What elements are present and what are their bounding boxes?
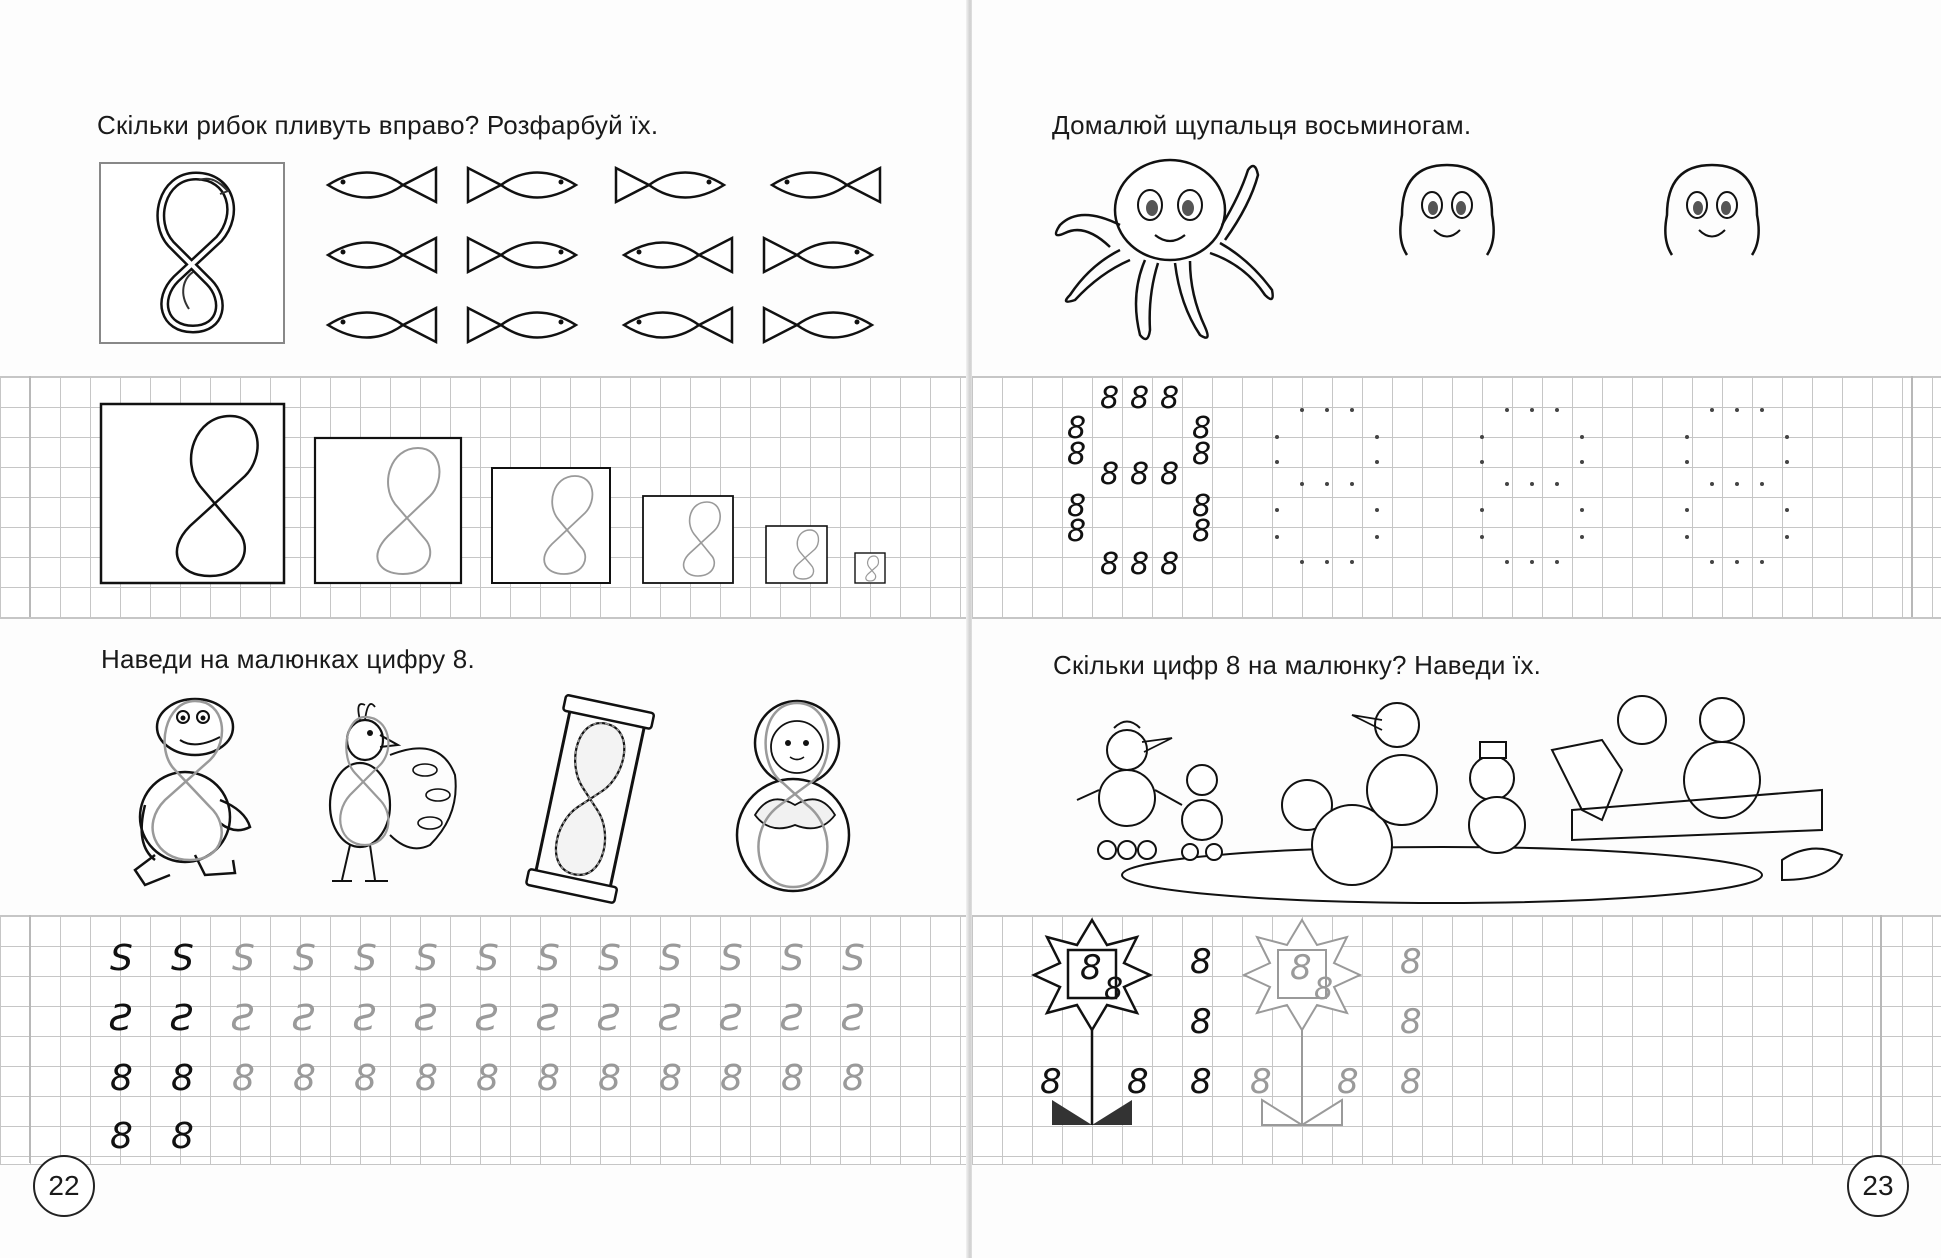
trace-dot xyxy=(1480,435,1484,439)
frame-digit-eight: 8 xyxy=(1160,547,1180,582)
trace-dot xyxy=(1580,460,1584,464)
practice-digit: 8 xyxy=(720,1058,743,1099)
practice-digit: 8 xyxy=(537,1058,560,1099)
practice-digit: 8 xyxy=(293,1058,316,1099)
trace-dot xyxy=(1710,482,1714,486)
matryoshka-picture xyxy=(725,695,865,895)
trace-dot xyxy=(1375,460,1379,464)
practice-digit: Ƨ xyxy=(232,998,255,1039)
fish-icon xyxy=(772,168,880,202)
practice-digit: Ƨ xyxy=(842,998,865,1039)
frame-digit-eight: 8 xyxy=(1067,411,1087,446)
practice-digit: S xyxy=(781,938,804,979)
trace-dot xyxy=(1785,460,1789,464)
trace-dot xyxy=(1735,560,1739,564)
svg-text:8: 8 xyxy=(1190,942,1212,982)
turtle-picture xyxy=(125,695,255,895)
star-flower-eights xyxy=(1032,915,1532,1155)
trace-dot xyxy=(1685,508,1689,512)
trace-dot xyxy=(1735,408,1739,412)
practice-digit: 8 xyxy=(110,1058,133,1099)
svg-text:8: 8 xyxy=(1190,1062,1212,1102)
digit-eight-stroke-icon xyxy=(101,164,283,342)
practice-digit: 8 xyxy=(232,1058,255,1099)
trace-dot xyxy=(1300,482,1304,486)
practice-digit: Ƨ xyxy=(537,998,560,1039)
practice-digit: Ƨ xyxy=(476,998,499,1039)
frame-digit-eight: 8 xyxy=(1067,514,1087,549)
frame-digit-eight: 8 xyxy=(1067,437,1087,472)
svg-text:8: 8 xyxy=(1337,1062,1359,1102)
svg-text:8: 8 xyxy=(1400,1062,1422,1102)
peacock-picture xyxy=(320,695,470,895)
fish-icon xyxy=(764,238,872,272)
trace-dot xyxy=(1785,508,1789,512)
practice-digit: S xyxy=(720,938,743,979)
fish-icon xyxy=(328,168,436,202)
practice-digit: S xyxy=(232,938,255,979)
trace-dot xyxy=(1710,560,1714,564)
svg-text:8: 8 xyxy=(1400,942,1422,982)
snowmen-scene xyxy=(1082,680,1842,910)
frame-digit-eight: 8 xyxy=(1067,489,1087,524)
trace-dot xyxy=(1760,560,1764,564)
right-grid-margin-line-2 xyxy=(1880,915,1882,1163)
svg-text:8: 8 xyxy=(1104,972,1124,1007)
trace-dot xyxy=(1275,460,1279,464)
practice-digit: Ƨ xyxy=(171,998,194,1039)
trace-dot xyxy=(1375,508,1379,512)
svg-text:8: 8 xyxy=(1250,1062,1272,1102)
frame-digit-eight: 8 xyxy=(1192,437,1212,472)
fish-icon xyxy=(468,238,576,272)
svg-text:8: 8 xyxy=(1040,1062,1062,1102)
trace-dot xyxy=(1505,482,1509,486)
frame-digit-eight: 8 xyxy=(1130,547,1150,582)
trace-dot xyxy=(1480,460,1484,464)
hourglass-picture xyxy=(520,695,670,905)
practice-digit: S xyxy=(476,938,499,979)
trace-dot xyxy=(1375,435,1379,439)
trace-dot xyxy=(1325,560,1329,564)
practice-digit: 8 xyxy=(659,1058,682,1099)
trace-dot xyxy=(1785,535,1789,539)
trace-dot xyxy=(1375,535,1379,539)
svg-text:8: 8 xyxy=(1190,1002,1212,1042)
left-page xyxy=(0,0,968,1258)
frame-digit-eight: 8 xyxy=(1160,381,1180,416)
practice-digit: 8 xyxy=(415,1058,438,1099)
trace-dot xyxy=(1300,408,1304,412)
digit-practice-rows xyxy=(0,915,900,1155)
trace-dot xyxy=(1480,508,1484,512)
frame-digit-eight: 8 xyxy=(1192,411,1212,446)
practice-digit: S xyxy=(537,938,560,979)
fish-grid xyxy=(318,160,898,350)
trace-dot xyxy=(1505,408,1509,412)
practice-digit: S xyxy=(659,938,682,979)
fish-icon xyxy=(468,308,576,342)
svg-text:8: 8 xyxy=(1400,1002,1422,1042)
octopus-head-picture-2 xyxy=(1657,155,1767,265)
trace-dot xyxy=(1685,435,1689,439)
svg-text:8: 8 xyxy=(1127,1062,1149,1102)
frame-digit-eight: 8 xyxy=(1100,457,1120,492)
trace-dot xyxy=(1350,408,1354,412)
svg-text:8: 8 xyxy=(1314,972,1334,1007)
octopus-head-picture xyxy=(1392,155,1502,265)
trace-dot xyxy=(1530,408,1534,412)
right-task1-title: Домалюй щупальця восьминогам. xyxy=(1052,110,1472,140)
trace-dot xyxy=(1685,460,1689,464)
octopus-complete-picture xyxy=(1050,155,1290,355)
fish-icon xyxy=(468,168,576,202)
trace-dot xyxy=(1275,508,1279,512)
practice-digit: 8 xyxy=(842,1058,865,1099)
frame-digit-eight: 8 xyxy=(1192,489,1212,524)
practice-digit: 8 xyxy=(110,1116,133,1157)
trace-dot xyxy=(1710,408,1714,412)
svg-text:8: 8 xyxy=(1290,948,1312,988)
trace-dot xyxy=(1785,435,1789,439)
svg-text:8: 8 xyxy=(1080,948,1102,988)
practice-digit: 8 xyxy=(171,1116,194,1157)
decreasing-eights xyxy=(0,376,820,596)
practice-digit: 8 xyxy=(781,1058,804,1099)
fish-icon xyxy=(764,308,872,342)
frame-digit-eight: 8 xyxy=(1100,381,1120,416)
fish-icon xyxy=(616,168,724,202)
fish-icon xyxy=(624,238,732,272)
left-task2-title: Наведи на малюнках цифру 8. xyxy=(101,644,475,674)
frame-digit-eight: 8 xyxy=(1130,457,1150,492)
trace-dot xyxy=(1505,560,1509,564)
practice-digit: S xyxy=(110,938,133,979)
right-task2-title: Скільки цифр 8 на малюнку? Наведи їх. xyxy=(1053,650,1542,680)
right-grid-margin-line xyxy=(1911,376,1913,617)
practice-digit: S xyxy=(415,938,438,979)
practice-digit: Ƨ xyxy=(720,998,743,1039)
practice-digit: S xyxy=(598,938,621,979)
practice-digit: Ƨ xyxy=(110,998,133,1039)
trace-dot xyxy=(1480,535,1484,539)
trace-dot xyxy=(1275,535,1279,539)
trace-dot xyxy=(1580,435,1584,439)
practice-digit: S xyxy=(293,938,316,979)
trace-dot xyxy=(1580,508,1584,512)
practice-digit: Ƨ xyxy=(293,998,316,1039)
trace-dot xyxy=(1760,408,1764,412)
right-page xyxy=(972,0,1941,1258)
trace-dot xyxy=(1350,560,1354,564)
frame-digit-eight: 8 xyxy=(1100,547,1120,582)
trace-dot xyxy=(1685,535,1689,539)
page-number-left: 22 xyxy=(33,1155,95,1217)
trace-dot xyxy=(1300,560,1304,564)
eights-frame-pattern xyxy=(972,376,1892,616)
practice-digit: 8 xyxy=(354,1058,377,1099)
frame-digit-eight: 8 xyxy=(1130,381,1150,416)
trace-dot xyxy=(1325,408,1329,412)
trace-dot xyxy=(1325,482,1329,486)
trace-dot xyxy=(1735,482,1739,486)
practice-digit: Ƨ xyxy=(781,998,804,1039)
digit-eight-stroke-example xyxy=(99,162,285,344)
frame-digit-eight: 8 xyxy=(1192,514,1212,549)
trace-dot xyxy=(1530,482,1534,486)
frame-digit-eight: 8 xyxy=(1160,457,1180,492)
practice-digit: Ƨ xyxy=(659,998,682,1039)
trace-dot xyxy=(1530,560,1534,564)
practice-digit: Ƨ xyxy=(354,998,377,1039)
fish-icon xyxy=(328,238,436,272)
fish-icon xyxy=(624,308,732,342)
practice-digit: Ƨ xyxy=(598,998,621,1039)
trace-dot xyxy=(1350,482,1354,486)
practice-digit: S xyxy=(171,938,194,979)
trace-dot xyxy=(1555,482,1559,486)
trace-dot xyxy=(1275,435,1279,439)
practice-digit: 8 xyxy=(598,1058,621,1099)
page-number-right: 23 xyxy=(1847,1155,1909,1217)
left-task1-title: Скільки рибок пливуть вправо? Розфарбуй їх. xyxy=(97,110,659,140)
practice-digit: S xyxy=(354,938,377,979)
practice-digit: Ƨ xyxy=(415,998,438,1039)
trace-dot xyxy=(1760,482,1764,486)
practice-digit: 8 xyxy=(476,1058,499,1099)
practice-digit: S xyxy=(842,938,865,979)
trace-dot xyxy=(1580,535,1584,539)
practice-digit: 8 xyxy=(171,1058,194,1099)
trace-dot xyxy=(1555,560,1559,564)
fish-icon xyxy=(328,308,436,342)
trace-dot xyxy=(1555,408,1559,412)
